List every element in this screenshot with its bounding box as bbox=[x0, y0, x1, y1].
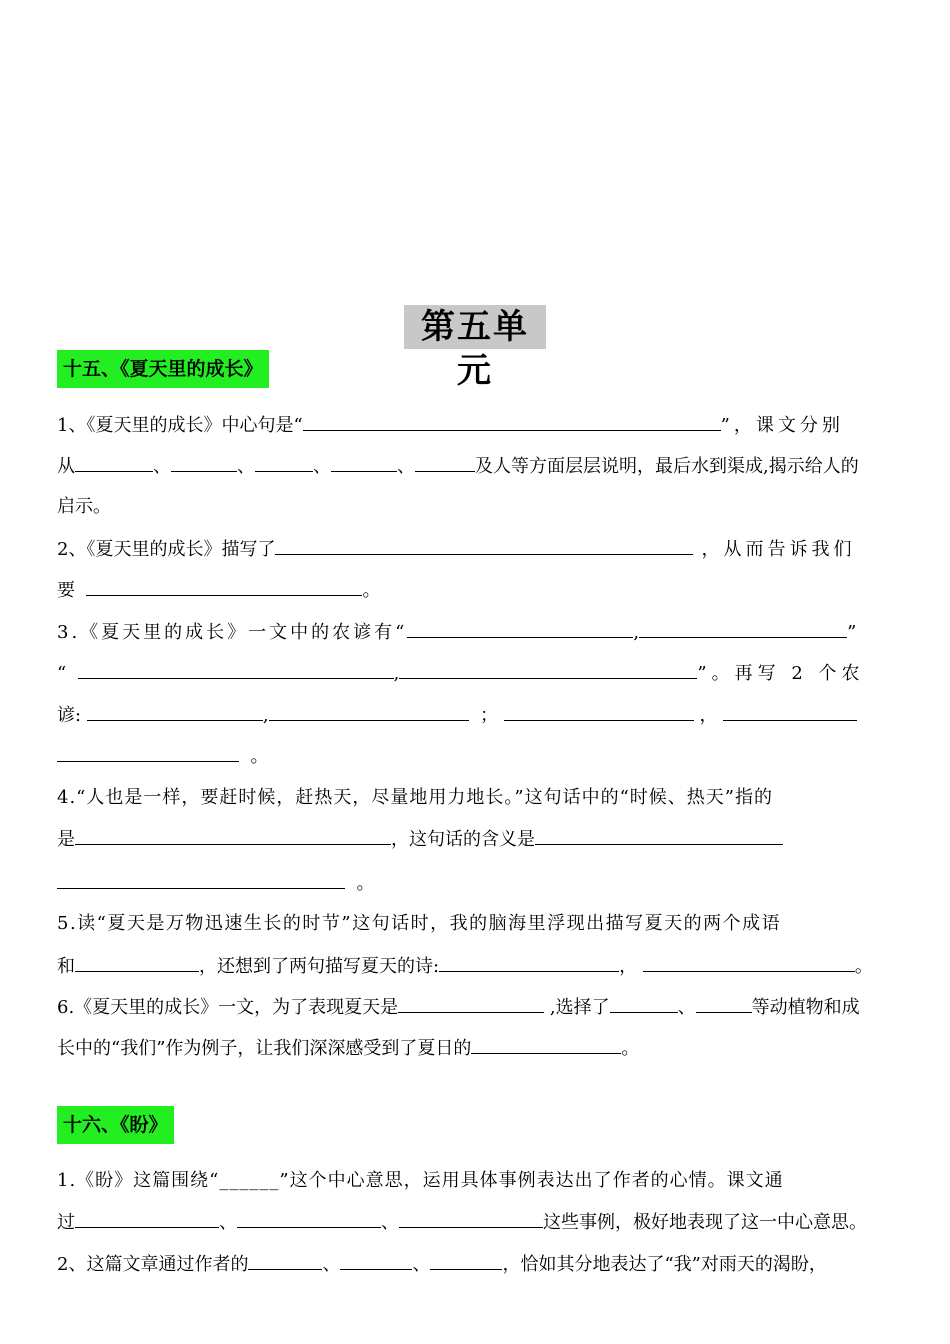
answer-blank[interactable] bbox=[610, 992, 678, 1013]
unit-title: 第五单元 bbox=[404, 305, 546, 349]
answer-blank[interactable] bbox=[255, 451, 313, 472]
q15-4-line-2: 是 ，这句话的含义是 bbox=[57, 824, 893, 854]
answer-blank[interactable] bbox=[78, 658, 394, 679]
answer-blank[interactable] bbox=[535, 824, 783, 845]
answer-blank[interactable] bbox=[643, 951, 855, 972]
answer-blank[interactable] bbox=[75, 451, 153, 472]
answer-blank[interactable] bbox=[86, 575, 362, 596]
answer-blank[interactable] bbox=[399, 1207, 543, 1228]
q15-2-line-2: 要 。 bbox=[57, 575, 893, 605]
answer-blank[interactable] bbox=[87, 700, 263, 721]
answer-blank[interactable] bbox=[75, 951, 199, 972]
q15-5-line-2: 和 ，还想到了两句描写夏天的诗: ， 。 bbox=[57, 951, 893, 981]
answer-blank[interactable] bbox=[415, 451, 475, 472]
answer-blank[interactable] bbox=[639, 617, 847, 638]
q16-2-line-1: 2、这篇文章通过作者的 、 、 ，恰如其分地表达了“我”对雨天的渴盼， bbox=[57, 1249, 893, 1279]
answer-blank[interactable] bbox=[57, 741, 239, 762]
q15-1-line-2: 从 、 、 、 、 及人等方面层层说明，最后水到渠成,揭示给人的 bbox=[57, 451, 893, 481]
q15-6-line-1: 6.《夏天里的成长》一文，为了表现夏天是 ,选择了 、 等动植物和成 bbox=[57, 992, 893, 1022]
answer-blank[interactable] bbox=[248, 1249, 322, 1270]
answer-blank[interactable] bbox=[439, 951, 619, 972]
answer-blank[interactable] bbox=[303, 410, 721, 431]
q15-3-line-2: “ , ”。再写 2 个农 bbox=[57, 658, 893, 688]
answer-blank[interactable] bbox=[399, 658, 697, 679]
answer-blank[interactable] bbox=[398, 992, 544, 1013]
answer-blank[interactable] bbox=[504, 700, 694, 721]
answer-blank[interactable] bbox=[696, 992, 752, 1013]
q15-4-line-1: 4.“人也是一样，要赶时候，赶热天，尽量地用力地长。”这句话中的“时候、热天”指的 bbox=[57, 787, 773, 808]
answer-blank[interactable] bbox=[275, 534, 693, 555]
q15-3-line-4: 。 bbox=[57, 741, 893, 771]
answer-blank[interactable] bbox=[723, 700, 857, 721]
section-heading-16: 十六、《盼》 bbox=[57, 1106, 174, 1144]
answer-blank[interactable] bbox=[171, 451, 237, 472]
answer-blank[interactable] bbox=[471, 1033, 621, 1054]
q15-5-line-1: 5.读“夏天是万物迅速生长的时节”这句话时，我的脑海里浮现出描写夏天的两个成语 bbox=[57, 913, 782, 934]
answer-blank[interactable] bbox=[430, 1249, 502, 1270]
section-heading-15: 十五、《夏天里的成长》 bbox=[57, 350, 269, 388]
answer-blank[interactable] bbox=[75, 824, 391, 845]
answer-blank[interactable] bbox=[340, 1249, 412, 1270]
q16-1-line-1: 1.《盼》这篇围绕“______”这个中心意思，运用具体事例表达出了作者的心情。课文通 bbox=[57, 1170, 784, 1191]
answer-blank[interactable] bbox=[269, 700, 469, 721]
answer-blank[interactable] bbox=[57, 868, 345, 889]
q15-2-line-1: 2、《夏天里的成长》描写了 ，从而告诉我们 bbox=[57, 534, 893, 564]
answer-blank[interactable] bbox=[237, 1207, 381, 1228]
q15-3-line-3: 谚: , ； ， bbox=[57, 700, 893, 730]
answer-blank[interactable] bbox=[407, 617, 633, 638]
q16-1-line-2: 过 、 、 这些事例，极好地表现了这一中心意思。 bbox=[57, 1207, 893, 1237]
q15-1-line-3: 启示。 bbox=[57, 496, 111, 517]
answer-blank[interactable] bbox=[75, 1207, 219, 1228]
q15-1-line-1: 1、《夏天里的成长》中心句是“ ”，课文分别 bbox=[57, 410, 893, 440]
q15-4-line-3: 。 bbox=[57, 868, 893, 898]
q15-3-line-1: 3.《夏天里的成长》一文中的农谚有“ , ” bbox=[57, 617, 893, 647]
q15-6-line-2: 长中的“我们”作为例子，让我们深深感受到了夏日的 。 bbox=[57, 1033, 893, 1063]
answer-blank[interactable] bbox=[331, 451, 397, 472]
